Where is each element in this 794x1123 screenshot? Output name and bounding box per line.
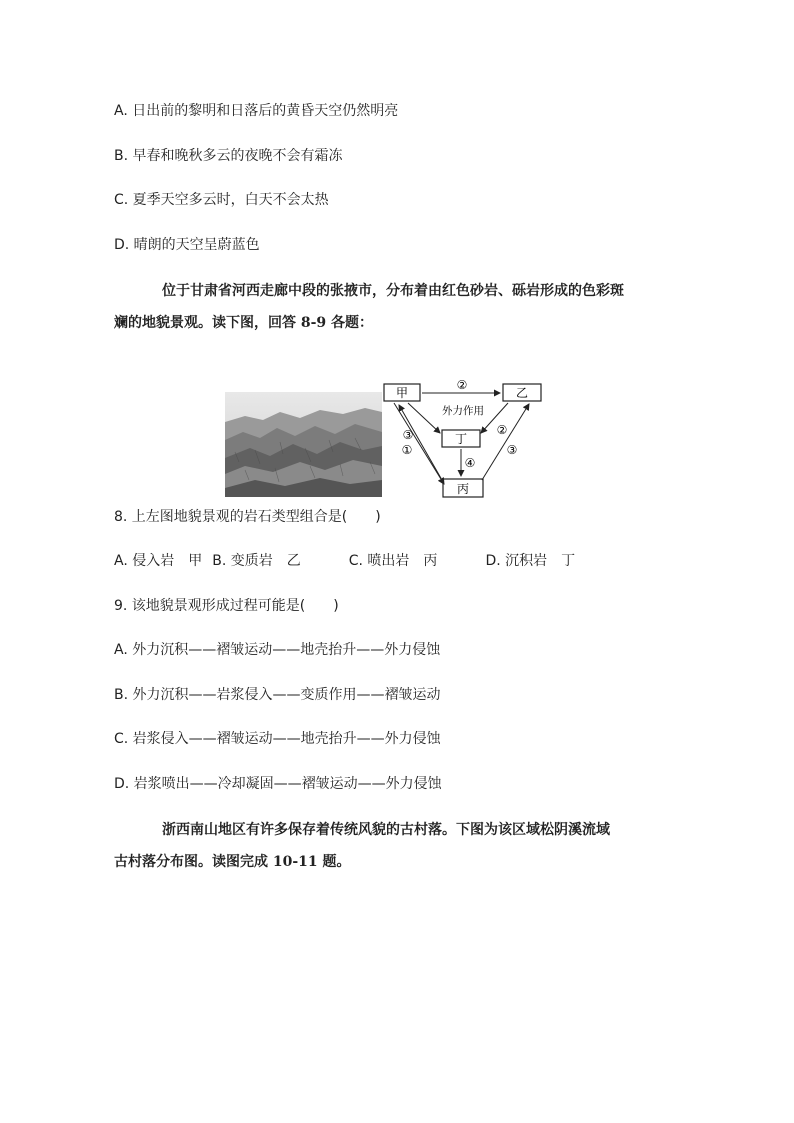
- label-4: ④: [464, 456, 476, 470]
- q8-options: [114, 551, 575, 571]
- passage1-line1: 位于甘肃省河西走廊中段的张掖市，分布着由红色砂岩、砾岩形成的色彩斑: [162, 283, 624, 299]
- q9-option-a: A. 外力沉积——褶皱运动——地壳抬升——外力侵蚀: [114, 642, 441, 658]
- node-yi: 乙: [515, 386, 529, 400]
- rock-cycle-diagram: [382, 376, 547, 500]
- q8-stem: 8. 上左图地貌景观的岩石类型组合是( ): [114, 509, 381, 525]
- landscape-photo: [225, 392, 382, 497]
- label-3-left: ③: [402, 428, 414, 442]
- label-3-right: ③: [506, 443, 518, 457]
- label-2-top: ②: [456, 378, 468, 392]
- q7-option-d: D. 晴朗的天空呈蔚蓝色: [114, 237, 260, 253]
- label-2-right: ②: [496, 423, 508, 437]
- q8-option-d: D. 沉积岩 丁: [485, 553, 576, 569]
- passage1-line2: 斓的地貌景观。读下图，回答 8-9 各题：: [114, 315, 374, 331]
- q7-option-b: B. 早春和晚秋多云的夜晚不会有霜冻: [114, 148, 343, 164]
- passage2-line1: 浙西南山地区有许多保存着传统风貌的古村落。下图为该区域松阴溪流域: [162, 822, 610, 838]
- label-external-force: 外力作用: [442, 405, 484, 417]
- node-jia: 甲: [395, 386, 409, 400]
- node-ding: 丁: [454, 432, 468, 446]
- q9-option-c: C. 岩浆侵入——褶皱运动——地壳抬升——外力侵蚀: [114, 731, 441, 747]
- q9-option-d: D. 岩浆喷出——冷却凝固——褶皱运动——外力侵蚀: [114, 776, 442, 792]
- node-bing: 丙: [456, 482, 470, 496]
- q8-option-b: B. 变质岩 乙: [212, 553, 301, 569]
- q9-option-b: B. 外力沉积——岩浆侵入——变质作用——褶皱运动: [114, 687, 441, 703]
- label-1: ①: [401, 443, 413, 457]
- q7-option-c: C. 夏季天空多云时，白天不会太热: [114, 192, 329, 208]
- arrow-bing-yi: [482, 404, 529, 480]
- q8-option-c: C. 喷出岩 丙: [348, 553, 438, 569]
- q7-option-a: A. 日出前的黎明和日落后的黄昏天空仍然明亮: [114, 103, 399, 119]
- q9-stem: 9. 该地貌景观形成过程可能是( ): [114, 598, 339, 614]
- passage2-line2: 古村落分布图。读图完成 10-11 题。: [114, 854, 351, 870]
- q8-option-a: A. 侵入岩 甲: [114, 553, 203, 569]
